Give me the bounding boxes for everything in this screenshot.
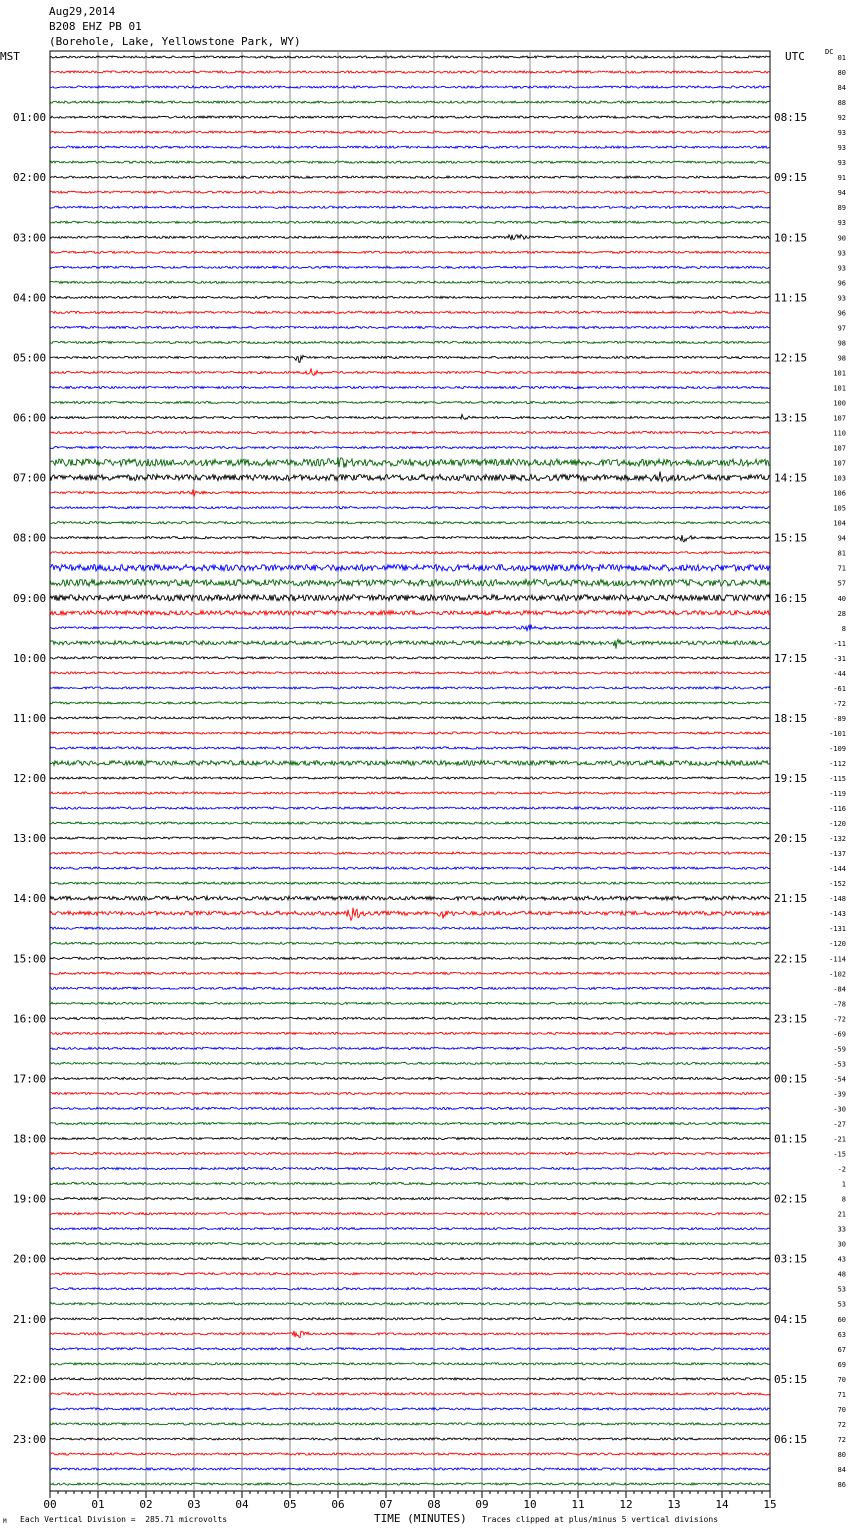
dc-offset-87: 69 [837, 1360, 846, 1369]
trace-91 [50, 1423, 770, 1425]
trace-41 [50, 672, 770, 674]
dc-offset-50: -116 [829, 805, 846, 814]
right-hour-label-2: 09:15 [774, 171, 808, 185]
trace-46 [50, 747, 770, 749]
x-tick-label-07: 07 [379, 1498, 393, 1511]
trace-48 [50, 777, 770, 779]
dc-offset-63: -78 [833, 1000, 846, 1009]
trace-68 [50, 1077, 770, 1079]
dc-offset-32: 94 [837, 534, 846, 543]
right-hour-label-15: 22:15 [774, 952, 808, 966]
x-tick-label-00: 00 [43, 1498, 57, 1511]
trace-37 [50, 611, 770, 615]
trace-56 [50, 896, 770, 900]
dc-offset-88: 70 [837, 1375, 846, 1384]
dc-offset-90: 70 [837, 1405, 846, 1414]
dc-offset-21: 101 [833, 369, 846, 378]
scale-note: Each Vertical Division = 285.71 microvolts [20, 1515, 228, 1524]
trace-26 [50, 446, 770, 448]
dc-offset-45: -101 [829, 729, 846, 738]
trace-80 [50, 1258, 770, 1260]
trace-4 [50, 116, 770, 118]
dc-offset-14: 93 [837, 264, 846, 273]
trace-64 [50, 1017, 770, 1019]
trace-53 [50, 852, 770, 854]
dc-offset-6: 93 [837, 144, 846, 153]
trace-85 [50, 1331, 770, 1338]
trace-73 [50, 1152, 770, 1154]
trace-1 [50, 71, 770, 73]
dc-offset-91: 72 [837, 1420, 846, 1429]
right-hour-label-7: 14:15 [774, 471, 808, 485]
x-tick-label-10: 10 [523, 1498, 537, 1511]
trace-21 [50, 368, 770, 375]
dc-offset-9: 94 [837, 189, 846, 198]
trace-59 [50, 942, 770, 944]
trace-10 [50, 206, 770, 208]
right-hour-label-3: 10:15 [774, 231, 808, 245]
trace-47 [50, 761, 770, 766]
left-hour-label-1: 01:00 [13, 111, 47, 125]
right-hour-label-21: 04:15 [774, 1312, 808, 1326]
x-tick-label-09: 09 [475, 1498, 489, 1511]
dc-offset-11: 93 [837, 219, 846, 228]
trace-78 [50, 1228, 770, 1230]
trace-11 [50, 221, 770, 223]
dc-offset-64: -72 [833, 1015, 846, 1024]
trace-0 [50, 56, 770, 58]
x-tick-label-14: 14 [715, 1498, 729, 1511]
trace-32 [50, 535, 770, 542]
trace-75 [50, 1183, 770, 1185]
trace-90 [50, 1408, 770, 1410]
x-tick-label-02: 02 [139, 1498, 153, 1511]
trace-19 [50, 341, 770, 343]
x-axis-title: TIME (MINUTES) [374, 1512, 467, 1525]
dc-offset-57: -143 [829, 910, 846, 919]
left-hour-label-21: 21:00 [13, 1312, 47, 1326]
trace-40 [50, 657, 770, 659]
right-hour-label-22: 05:15 [774, 1372, 808, 1386]
dc-offset-31: 104 [833, 519, 846, 528]
right-hour-label-18: 01:15 [774, 1132, 808, 1146]
dc-offset-81: 48 [837, 1270, 846, 1279]
trace-58 [50, 927, 770, 929]
trace-14 [50, 266, 770, 268]
trace-13 [50, 251, 770, 253]
corner-mark: M [3, 1518, 7, 1525]
dc-offset-85: 63 [837, 1330, 846, 1339]
right-hour-label-9: 16:15 [774, 591, 808, 605]
trace-88 [50, 1378, 770, 1380]
dc-offset-8: 91 [837, 174, 846, 183]
trace-7 [50, 161, 770, 163]
dc-offset-49: -119 [829, 790, 846, 799]
dc-offset-52: -132 [829, 835, 846, 844]
trace-94 [50, 1468, 770, 1470]
clip-note: Traces clipped at plus/minus 5 vertical divisions [482, 1515, 719, 1524]
trace-72 [50, 1137, 770, 1139]
dc-offset-79: 30 [837, 1240, 846, 1249]
left-hour-label-23: 23:00 [13, 1432, 47, 1446]
trace-3 [50, 101, 770, 103]
trace-30 [50, 507, 770, 509]
left-hour-label-3: 03:00 [13, 231, 47, 245]
dc-offset-22: 101 [833, 384, 846, 393]
dc-offset-53: -137 [829, 850, 846, 859]
dc-offset-42: -61 [833, 684, 846, 693]
dc-offset-56: -148 [829, 895, 846, 904]
dc-offset-78: 33 [837, 1225, 846, 1234]
right-hour-label-23: 06:15 [774, 1432, 808, 1446]
dc-offset-55: -152 [829, 880, 846, 889]
dc-offset-19: 98 [837, 339, 846, 348]
trace-81 [50, 1273, 770, 1275]
trace-49 [50, 792, 770, 794]
x-tick-label-13: 13 [667, 1498, 681, 1511]
dc-offset-20: 98 [837, 354, 846, 363]
x-tick-label-11: 11 [571, 1498, 585, 1511]
left-hour-label-10: 10:00 [13, 651, 47, 665]
left-hour-label-7: 07:00 [13, 471, 47, 485]
x-tick-label-12: 12 [619, 1498, 633, 1511]
right-hour-label-4: 11:15 [774, 291, 808, 305]
right-hour-label-12: 19:15 [774, 772, 808, 786]
dc-offset-48: -115 [829, 775, 846, 784]
dc-offset-2: 84 [837, 84, 846, 93]
right-hour-label-20: 03:15 [774, 1252, 808, 1266]
dc-offset-39: -11 [833, 639, 846, 648]
trace-17 [50, 311, 770, 313]
dc-offset-28: 103 [833, 474, 846, 483]
dc-offset-37: 28 [837, 609, 846, 618]
trace-18 [50, 326, 770, 328]
left-axis-label: MST [0, 50, 20, 63]
dc-offset-36: 40 [837, 594, 846, 603]
left-hour-labels [13, 111, 46, 1446]
header-location: (Borehole, Lake, Yellowstone Park, WY) [49, 35, 301, 48]
trace-36 [50, 595, 770, 601]
trace-38 [50, 625, 770, 631]
dc-offset-5: 93 [837, 129, 846, 138]
left-hour-label-16: 16:00 [13, 1012, 47, 1026]
trace-95 [50, 1483, 770, 1485]
trace-86 [50, 1348, 770, 1350]
trace-43 [50, 702, 770, 704]
dc-offset-labels [829, 54, 846, 1489]
dc-label: DC [825, 48, 834, 56]
right-hour-label-6: 13:15 [774, 411, 808, 425]
dc-offset-65: -69 [833, 1030, 846, 1039]
dc-offset-66: -59 [833, 1045, 846, 1054]
dc-offset-23: 100 [833, 399, 846, 408]
trace-45 [50, 732, 770, 734]
dc-offset-83: 53 [837, 1300, 846, 1309]
dc-offset-13: 93 [837, 249, 846, 258]
dc-offset-67: -53 [833, 1060, 846, 1069]
trace-44 [50, 717, 770, 719]
dc-offset-74: -2 [837, 1165, 846, 1174]
trace-31 [50, 522, 770, 524]
right-hour-labels [774, 111, 807, 1446]
dc-offset-17: 96 [837, 309, 846, 318]
dc-offset-33: 81 [837, 549, 846, 558]
x-tick-label-15: 15 [763, 1498, 777, 1511]
trace-67 [50, 1062, 770, 1064]
dc-offset-4: 92 [837, 114, 846, 123]
trace-22 [50, 386, 770, 388]
x-tick-label-08: 08 [427, 1498, 441, 1511]
dc-offset-70: -30 [833, 1105, 846, 1114]
dc-offset-41: -44 [833, 669, 846, 678]
dc-offset-75: 1 [841, 1180, 846, 1189]
dc-offset-84: 60 [837, 1315, 846, 1324]
right-hour-label-19: 02:15 [774, 1192, 808, 1206]
dc-offset-34: 71 [837, 564, 846, 573]
dc-offset-82: 53 [837, 1285, 846, 1294]
dc-offset-12: 90 [837, 234, 846, 243]
dc-offset-95: 86 [837, 1481, 846, 1489]
trace-62 [50, 987, 770, 989]
trace-group [50, 56, 770, 1485]
right-hour-label-13: 20:15 [774, 832, 808, 846]
dc-offset-43: -72 [833, 699, 846, 708]
dc-offset-26: 107 [833, 444, 846, 453]
dc-offset-0: 01 [837, 54, 846, 62]
trace-25 [50, 431, 770, 433]
dc-offset-47: -112 [829, 759, 846, 768]
trace-55 [50, 882, 770, 884]
left-hour-label-14: 14:00 [13, 892, 47, 906]
trace-12 [50, 235, 770, 240]
dc-offset-58: -131 [829, 925, 846, 934]
dc-offset-94: 84 [837, 1465, 846, 1474]
x-tick-label-06: 06 [331, 1498, 345, 1511]
dc-offset-40: -31 [833, 654, 846, 663]
dc-offset-7: 93 [837, 159, 846, 168]
dc-offset-76: 8 [841, 1195, 846, 1204]
trace-33 [50, 552, 770, 554]
trace-65 [50, 1032, 770, 1034]
trace-27 [50, 457, 770, 468]
x-tick-label-01: 01 [91, 1498, 105, 1511]
trace-24 [50, 415, 770, 420]
dc-offset-68: -54 [833, 1075, 846, 1084]
left-hour-label-15: 15:00 [13, 952, 47, 966]
right-hour-label-11: 18:15 [774, 711, 808, 725]
dc-offset-25: 110 [833, 429, 846, 438]
trace-69 [50, 1092, 770, 1094]
header-date: Aug29,2014 [49, 5, 116, 18]
trace-60 [50, 957, 770, 959]
trace-9 [50, 191, 770, 193]
right-hour-label-14: 21:15 [774, 892, 808, 906]
left-hour-label-4: 04:00 [13, 291, 47, 305]
dc-offset-15: 96 [837, 279, 846, 288]
trace-29 [50, 490, 770, 497]
x-tick-label-05: 05 [283, 1498, 297, 1511]
trace-5 [50, 131, 770, 133]
left-hour-label-20: 20:00 [13, 1252, 47, 1266]
trace-28 [50, 471, 770, 481]
dc-offset-44: -89 [833, 714, 846, 723]
trace-84 [50, 1318, 770, 1320]
dc-offset-54: -144 [829, 865, 846, 874]
dc-offset-92: 72 [837, 1435, 846, 1444]
x-axis [43, 1491, 776, 1511]
trace-23 [50, 401, 770, 403]
trace-63 [50, 1002, 770, 1004]
right-hour-label-1: 08:15 [774, 111, 808, 125]
dc-offset-27: 107 [833, 459, 846, 468]
trace-39 [50, 639, 770, 648]
trace-52 [50, 837, 770, 839]
trace-82 [50, 1288, 770, 1290]
trace-61 [50, 972, 770, 974]
dc-offset-59: -120 [829, 940, 846, 949]
dc-offset-72: -21 [833, 1135, 846, 1144]
dc-offset-46: -109 [829, 744, 846, 753]
dc-offset-62: -84 [833, 985, 846, 994]
header-station: B208 EHZ PB 01 [49, 20, 142, 33]
right-hour-label-16: 23:15 [774, 1012, 808, 1026]
trace-74 [50, 1168, 770, 1170]
trace-16 [50, 296, 770, 298]
trace-77 [50, 1213, 770, 1215]
trace-6 [50, 146, 770, 148]
left-hour-label-13: 13:00 [13, 832, 47, 846]
trace-87 [50, 1363, 770, 1365]
left-hour-label-18: 18:00 [13, 1132, 47, 1146]
trace-92 [50, 1438, 770, 1440]
dc-offset-60: -114 [829, 955, 846, 964]
dc-offset-89: 71 [837, 1390, 846, 1399]
dc-offset-61: -102 [829, 970, 846, 979]
right-hour-label-5: 12:15 [774, 351, 808, 365]
left-hour-label-2: 02:00 [13, 171, 47, 185]
trace-93 [50, 1453, 770, 1455]
dc-offset-29: 106 [833, 489, 846, 498]
trace-89 [50, 1393, 770, 1395]
trace-83 [50, 1303, 770, 1305]
dc-offset-93: 80 [837, 1450, 846, 1459]
trace-2 [50, 86, 770, 88]
left-hour-label-5: 05:00 [13, 351, 47, 365]
left-hour-label-22: 22:00 [13, 1372, 47, 1386]
dc-offset-30: 105 [833, 504, 846, 513]
trace-54 [50, 867, 770, 869]
trace-79 [50, 1243, 770, 1245]
right-axis-label: UTC [785, 50, 805, 63]
trace-42 [50, 687, 770, 689]
trace-57 [50, 908, 770, 921]
dc-offset-24: 107 [833, 414, 846, 423]
left-hour-label-6: 06:00 [13, 411, 47, 425]
dc-offset-69: -39 [833, 1090, 846, 1099]
dc-offset-73: -15 [833, 1150, 846, 1159]
trace-8 [50, 176, 770, 178]
dc-offset-38: 8 [841, 624, 846, 633]
left-hour-label-17: 17:00 [13, 1072, 47, 1086]
left-hour-label-12: 12:00 [13, 772, 47, 786]
x-tick-label-03: 03 [187, 1498, 201, 1511]
left-hour-label-11: 11:00 [13, 711, 47, 725]
dc-offset-3: 88 [837, 99, 846, 108]
dc-offset-77: 21 [837, 1210, 846, 1219]
right-hour-label-8: 15:15 [774, 531, 808, 545]
dc-offset-51: -120 [829, 820, 846, 829]
trace-34 [50, 565, 770, 572]
trace-66 [50, 1047, 770, 1049]
dc-offset-1: 80 [837, 69, 846, 78]
x-tick-label-04: 04 [235, 1498, 249, 1511]
trace-35 [50, 579, 770, 586]
right-hour-label-10: 17:15 [774, 651, 808, 665]
trace-51 [50, 822, 770, 824]
dc-offset-10: 89 [837, 204, 846, 213]
trace-71 [50, 1122, 770, 1124]
right-hour-label-17: 00:15 [774, 1072, 808, 1086]
left-hour-label-19: 19:00 [13, 1192, 47, 1206]
trace-20 [50, 355, 770, 362]
dc-offset-18: 97 [837, 324, 846, 333]
trace-50 [50, 807, 770, 809]
left-hour-label-8: 08:00 [13, 531, 47, 545]
dc-offset-71: -27 [833, 1120, 846, 1129]
trace-70 [50, 1107, 770, 1109]
dc-offset-35: 57 [837, 579, 846, 588]
dc-offset-80: 43 [837, 1255, 846, 1264]
dc-offset-86: 67 [837, 1345, 846, 1354]
dc-offset-16: 93 [837, 294, 846, 303]
trace-15 [50, 281, 770, 283]
left-hour-label-9: 09:00 [13, 591, 47, 605]
trace-76 [50, 1198, 770, 1200]
